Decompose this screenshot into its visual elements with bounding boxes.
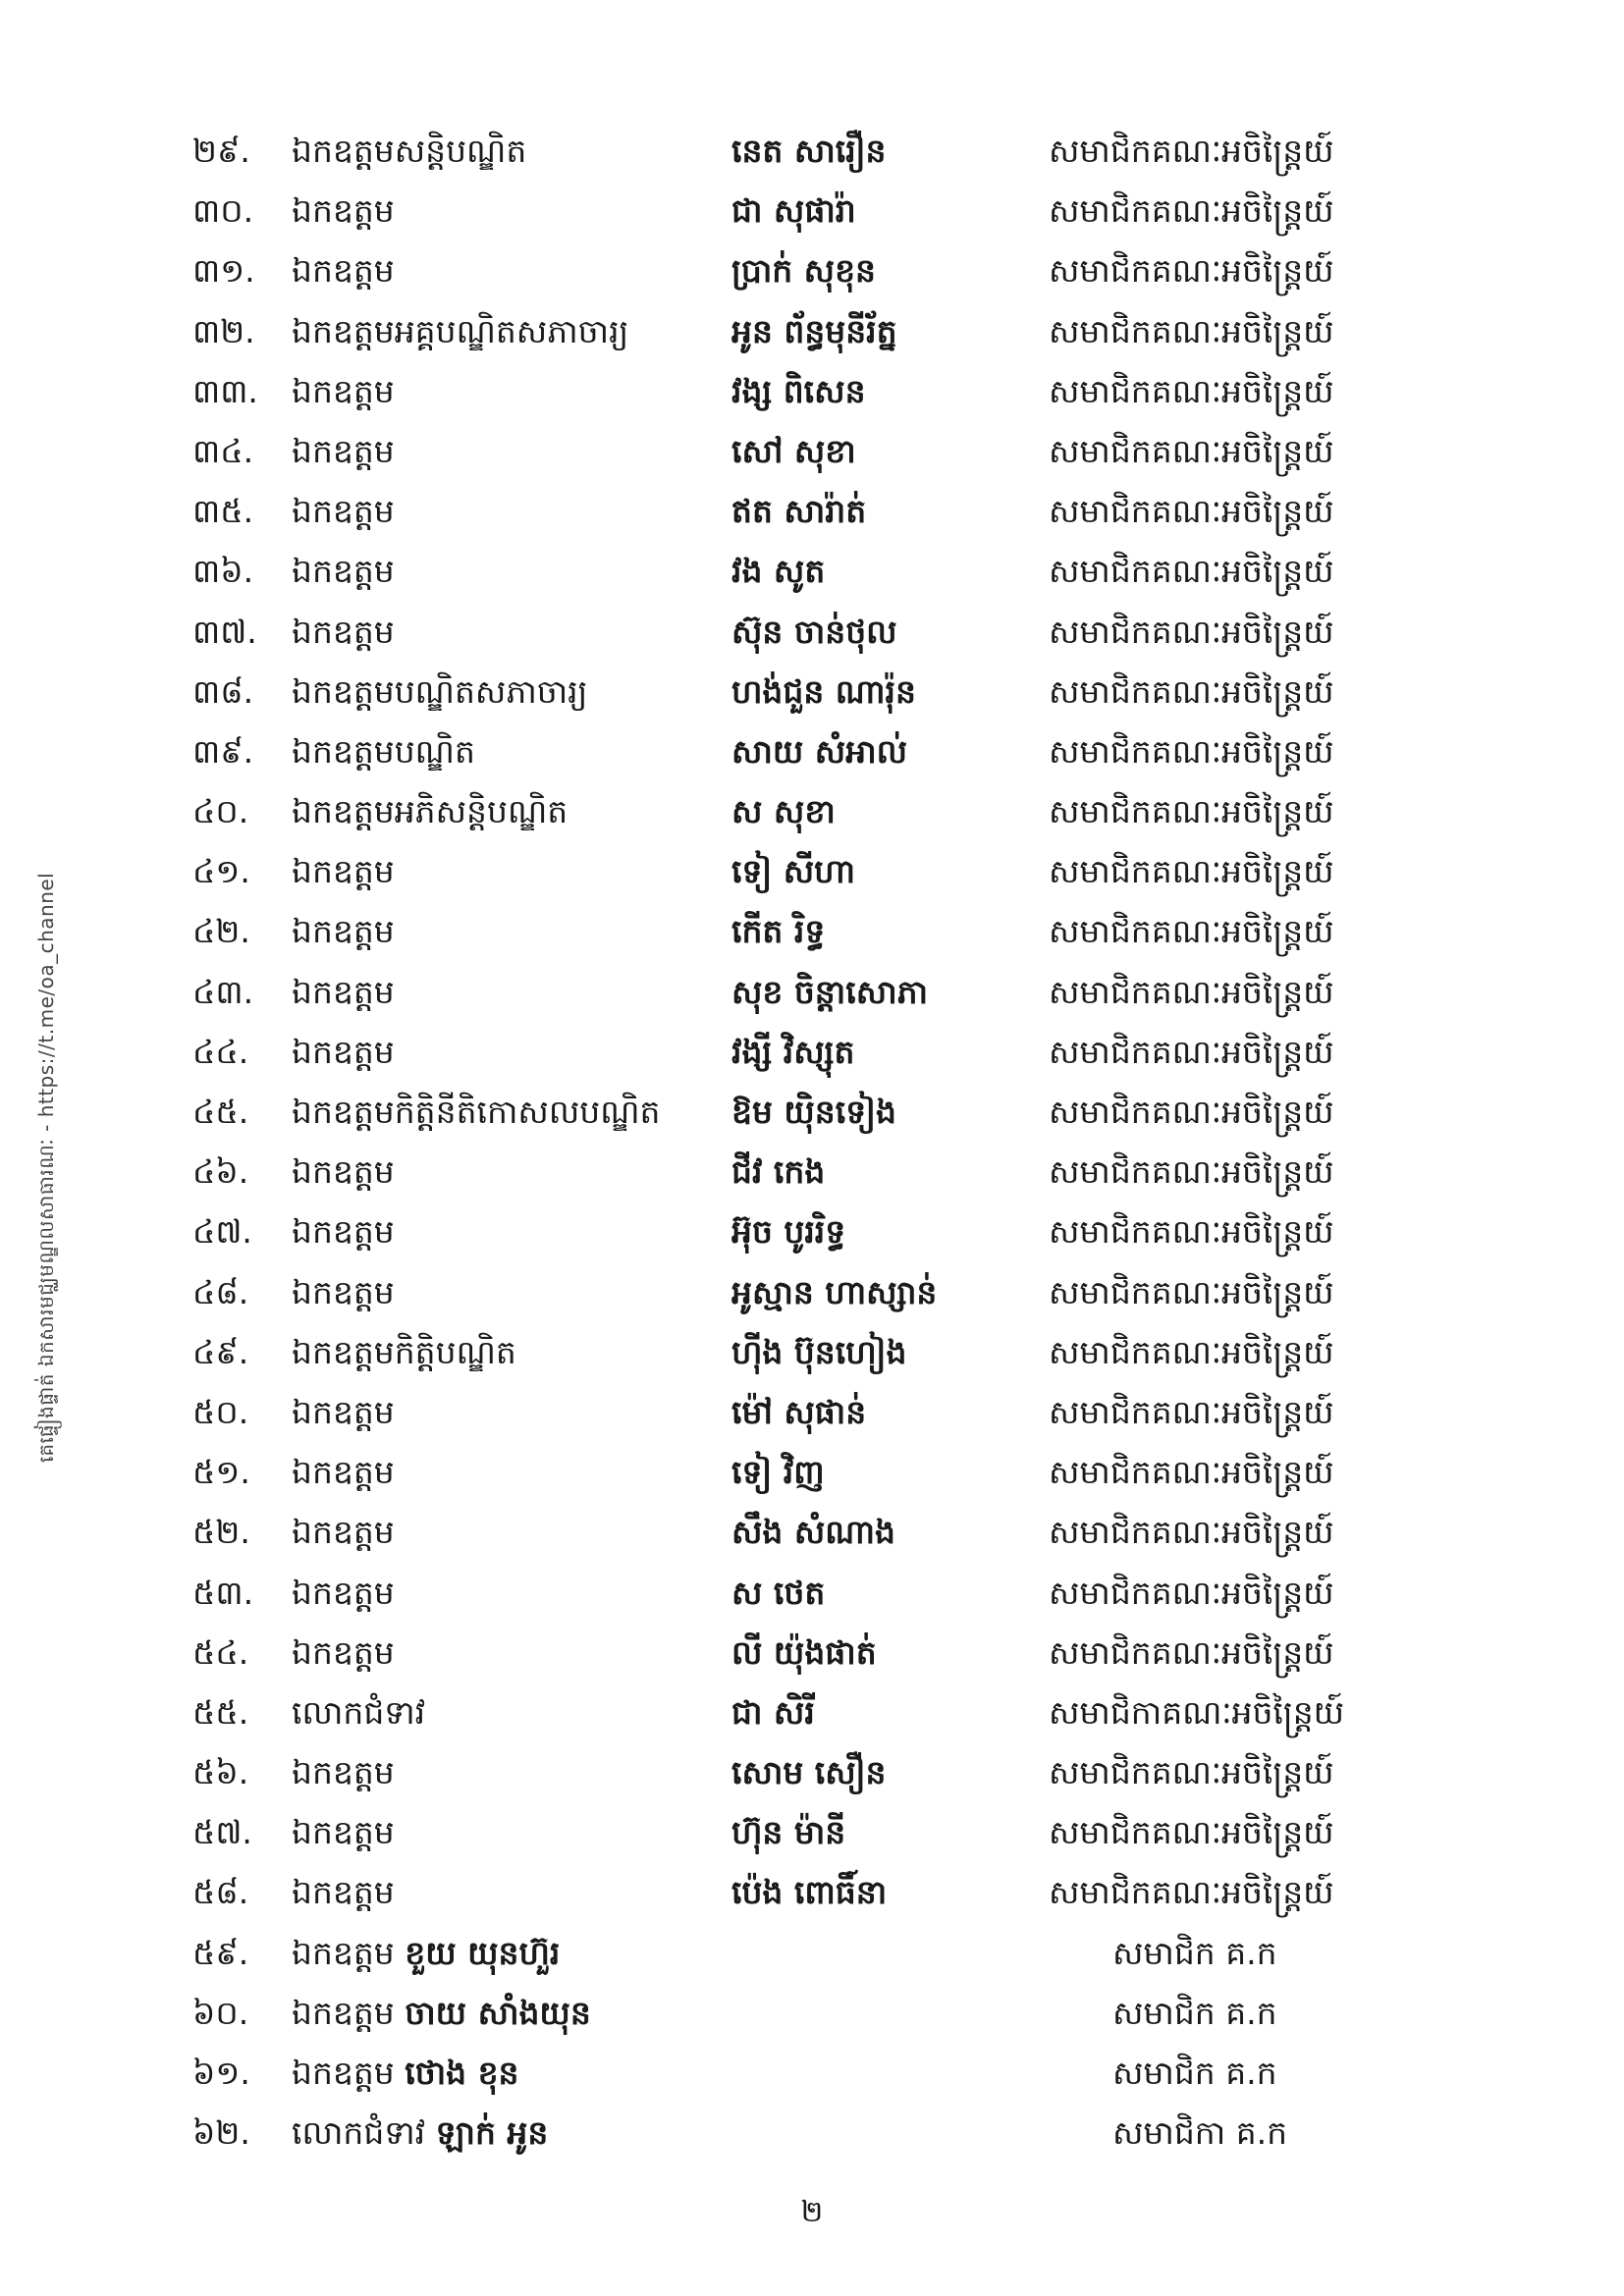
list-item [0, 2043, 1624, 2103]
item-title: លោកជំទាវ [292, 1692, 426, 1732]
item-number: ៣៣. [192, 371, 258, 410]
list-item [0, 781, 1624, 841]
item-role: សមាជិកគណៈអចិន្ត្រៃយ៍ [1049, 1332, 1334, 1371]
item-role: សមាជិកគណៈអចិន្ត្រៃយ៍ [1049, 132, 1334, 170]
item-role: សមាជិកគណៈអចិន្ត្រៃយ៍ [1049, 1453, 1334, 1492]
list-item [0, 1142, 1624, 1201]
item-title: ឯកឧត្តម [292, 191, 395, 231]
item-title: ឯកឧត្តម [292, 1993, 395, 2032]
item-name: វង្ស ពិសេន [731, 371, 866, 410]
list-item [0, 1682, 1624, 1742]
item-title: ឯកឧត្តម [292, 1873, 395, 1912]
member-list [0, 121, 1624, 2163]
item-number: ៤៧. [192, 1212, 252, 1252]
item-role: សមាជិកគណៈអចិន្ត្រៃយ៍ [1049, 1513, 1334, 1552]
item-name: នេត សារឿន [731, 132, 887, 170]
item-name: ស សុខា [731, 792, 836, 831]
item-number: ៣៦. [192, 552, 254, 591]
item-number: ៥៩. [192, 1933, 249, 1972]
item-role: សមាជិកគណៈអចិន្ត្រៃយ៍ [1049, 972, 1334, 1011]
item-number: ៣៧. [192, 612, 257, 651]
list-item [0, 1382, 1624, 1442]
item-role: សមាជិកា គ.ក [1112, 2113, 1288, 2153]
list-item [0, 1201, 1624, 1261]
item-title: ឯកឧត្តម [292, 431, 395, 470]
item-title: ឯកឧត្តម [292, 2054, 395, 2092]
list-item [0, 1322, 1624, 1382]
item-title-with-name [292, 1983, 591, 2043]
item-title: ឯកឧត្តម [292, 1513, 395, 1552]
page-number: ២ [800, 2195, 824, 2229]
item-name: ចាយ សាំងយុន [405, 1993, 591, 2032]
item-title-with-name [292, 2103, 548, 2163]
list-item [0, 1442, 1624, 1502]
item-role: សមាជិកគណៈអចិន្ត្រៃយ៍ [1049, 1632, 1334, 1672]
item-title: ឯកឧត្តមអភិសន្តិបណ្ឌិត [292, 792, 568, 831]
item-role: សមាជិកគណៈអចិន្ត្រៃយ៍ [1049, 492, 1334, 531]
item-number: ៤៦. [192, 1152, 249, 1192]
item-name: សឹង សំណាង [731, 1513, 895, 1552]
item-role: សមាជិកគណៈអចិន្ត្រៃយ៍ [1049, 912, 1334, 951]
item-name: ទៀ សីហា [731, 852, 856, 891]
side-watermark-text: គេផ្ទៀងផ្ទាត់ ឯកសារមជ្ឈមណ្ឌលសាធារណៈ - https://t.me/oa_channel [34, 872, 58, 1463]
item-number: ៦០. [192, 1993, 249, 2032]
item-title: ឯកឧត្តម [292, 1152, 395, 1192]
item-number: ៣៤. [192, 431, 254, 470]
item-name: លី យ៉ុងផាត់ [731, 1632, 877, 1672]
item-name: អ៊ុច បូររិទ្ធ [731, 1212, 846, 1252]
item-title: ឯកឧត្តម [292, 1032, 395, 1071]
item-name: ឥត សារ៉ាត់ [731, 492, 867, 531]
item-role: សមាជិកគណៈអចិន្ត្រៃយ៍ [1049, 1573, 1334, 1612]
item-role: សមាជិកគណៈអចិន្ត្រៃយ៍ [1049, 191, 1334, 231]
item-number: ៤២. [192, 912, 250, 951]
item-title: ឯកឧត្តមអគ្គបណ្ឌិតសភាចារ្យ [292, 311, 629, 350]
item-number: ៤១. [192, 852, 250, 891]
list-item [0, 1923, 1624, 1983]
item-number: ៤៥. [192, 1093, 249, 1131]
item-role: សមាជិកាគណៈអចិន្ត្រៃយ៍ [1049, 1692, 1345, 1732]
item-name: វង្សី វិស្សុត [731, 1032, 855, 1071]
list-item [0, 1862, 1624, 1922]
item-number: ៤៩. [192, 1332, 249, 1371]
item-number: ៥៤. [192, 1632, 249, 1672]
item-name: អូន ព័ន្ធមុនីរ័ត្ន [731, 311, 897, 350]
list-item [0, 421, 1624, 481]
item-number: ៥៧. [192, 1813, 252, 1852]
list-item [0, 662, 1624, 721]
list-item [0, 121, 1624, 181]
item-name: ប្រាក់ សុខុន [731, 251, 877, 291]
list-item [0, 1802, 1624, 1862]
item-name: វង សូត [731, 552, 826, 591]
list-item [0, 901, 1624, 961]
item-role: សមាជិកគណៈអចិន្ត្រៃយ៍ [1049, 371, 1334, 410]
item-title: ឯកឧត្តម [292, 972, 395, 1011]
list-item [0, 1262, 1624, 1322]
item-name: ឱម យ៉ិនទៀង [731, 1093, 896, 1131]
item-role: សមាជិក គ.ក [1112, 1933, 1277, 1972]
list-item [0, 361, 1624, 421]
item-title: ឯកឧត្តម [292, 1212, 395, 1252]
item-name: ជា សុផារ៉ា [731, 191, 856, 231]
item-number: ៥៥. [192, 1692, 249, 1732]
item-number: ៣៨. [192, 671, 254, 711]
item-name: អូស្មាន ហាស្សាន់ [731, 1272, 938, 1311]
item-number: ៣០. [192, 191, 254, 231]
item-title-with-name [292, 2043, 518, 2103]
item-role: សមាជិកគណៈអចិន្ត្រៃយ៍ [1049, 1093, 1334, 1131]
item-title: ឯកឧត្តម [292, 912, 395, 951]
item-role: សមាជិកគណៈអចិន្ត្រៃយ៍ [1049, 1873, 1334, 1912]
item-name: ឡាក់ អូន [435, 2113, 549, 2153]
item-role: សមាជិក គ.ក [1112, 2054, 1277, 2092]
item-title: ឯកឧត្តម [292, 1813, 395, 1852]
item-title: ឯកឧត្តម [292, 1272, 395, 1311]
item-title: ឯកឧត្តម [292, 371, 395, 410]
item-title: ឯកឧត្តម [292, 1632, 395, 1672]
item-title: ឯកឧត្តម [292, 251, 395, 291]
item-number: ៥១. [192, 1453, 250, 1492]
item-name: ខួយ យុនហ៊ួរ [405, 1933, 561, 1972]
item-number: ៥០. [192, 1392, 249, 1431]
list-item [0, 2103, 1624, 2163]
item-role: សមាជិកគណៈអចិន្ត្រៃយ៍ [1049, 612, 1334, 651]
item-role: សមាជិកគណៈអចិន្ត្រៃយ៍ [1049, 1813, 1334, 1852]
item-number: ៣២. [192, 311, 255, 350]
item-title: ឯកឧត្តមបណ្ឌិតសភាចារ្យ [292, 671, 588, 711]
item-name: ហ៊ុន ម៉ានី [731, 1813, 846, 1852]
item-role: សមាជិក គ.ក [1112, 1993, 1277, 2032]
item-title: ឯកឧត្តមកិត្តិនីតិកោសលបណ្ឌិត [292, 1093, 661, 1131]
item-number: ៥២. [192, 1513, 250, 1552]
item-number: ៤៨. [192, 1272, 249, 1311]
item-title: ឯកឧត្តម [292, 492, 395, 531]
item-number: ៣១. [192, 251, 255, 291]
item-name: ហ៊ីង ប៊ុនហៀង [731, 1332, 907, 1371]
list-item [0, 301, 1624, 361]
item-title: ឯកឧត្តមសន្តិបណ្ឌិត [292, 132, 527, 170]
item-name: ជីវ កេង [731, 1152, 826, 1192]
item-role: សមាជិកគណៈអចិន្ត្រៃយ៍ [1049, 251, 1334, 291]
list-item [0, 240, 1624, 300]
item-name: ស៊ុន ចាន់ថុល [731, 612, 897, 651]
item-name: កើត រិទ្ធ [731, 912, 826, 951]
item-role: សមាជិកគណៈអចិន្ត្រៃយ៍ [1049, 311, 1334, 350]
list-item [0, 602, 1624, 662]
item-number: ២៩. [192, 132, 250, 170]
item-name: សៅ សុខា [731, 431, 856, 470]
list-item [0, 962, 1624, 1022]
item-role: សមាជិកគណៈអចិន្ត្រៃយ៍ [1049, 1392, 1334, 1431]
list-item [0, 1742, 1624, 1802]
list-item [0, 181, 1624, 240]
list-item [0, 1983, 1624, 2043]
item-name: សោម សឿន [731, 1753, 887, 1792]
item-name: ថោង ខុន [405, 2054, 519, 2092]
item-name: សុខ ចិន្តាសោភា [731, 972, 929, 1011]
list-item [0, 1502, 1624, 1562]
item-name: ទៀ វិញ [731, 1453, 825, 1492]
item-role: សមាជិកគណៈអចិន្ត្រៃយ៍ [1049, 852, 1334, 891]
item-title: ឯកឧត្តម [292, 1933, 395, 1972]
item-number: ៤៣. [192, 972, 254, 1011]
item-name: ជា សិរី [731, 1692, 815, 1732]
item-number: ៣៩. [192, 731, 254, 771]
list-item [0, 1563, 1624, 1623]
item-number: ៤៤. [192, 1032, 249, 1071]
item-name: ស ថេត [731, 1573, 826, 1612]
item-name: ប៉េង ពោធិ៍នា [731, 1873, 888, 1912]
item-title: ឯកឧត្តម [292, 852, 395, 891]
item-role: សមាជិកគណៈអចិន្ត្រៃយ៍ [1049, 671, 1334, 711]
item-number: ៥៨. [192, 1873, 249, 1912]
item-title: ឯកឧត្តម [292, 552, 395, 591]
item-title: ឯកឧត្តម [292, 1453, 395, 1492]
item-title: ឯកឧត្តម [292, 1753, 395, 1792]
item-name: សាយ សំអាល់ [731, 731, 908, 771]
item-role: សមាជិកគណៈអចិន្ត្រៃយ៍ [1049, 1753, 1334, 1792]
item-number: ៥៦. [192, 1753, 249, 1792]
item-role: សមាជិកគណៈអចិន្ត្រៃយ៍ [1049, 431, 1334, 470]
item-number: ៥៣. [192, 1573, 254, 1612]
item-role: សមាជិកគណៈអចិន្ត្រៃយ៍ [1049, 1272, 1334, 1311]
item-title: លោកជំទាវ [292, 2113, 426, 2153]
item-role: សមាជិកគណៈអចិន្ត្រៃយ៍ [1049, 1212, 1334, 1252]
item-role: សមាជិកគណៈអចិន្ត្រៃយ៍ [1049, 552, 1334, 591]
list-item [0, 721, 1624, 781]
item-number: ៣៥. [192, 492, 254, 531]
item-title: ឯកឧត្តមបណ្ឌិត [292, 731, 475, 771]
list-item [0, 481, 1624, 541]
item-number: ៦១. [192, 2054, 250, 2092]
list-item [0, 541, 1624, 601]
item-title: ឯកឧត្តមកិត្តិបណ្ឌិត [292, 1332, 516, 1371]
item-role: សមាជិកគណៈអចិន្ត្រៃយ៍ [1049, 792, 1334, 831]
item-title-with-name [292, 1923, 560, 1983]
item-number: ៦២. [192, 2113, 250, 2153]
item-title: ឯកឧត្តម [292, 1573, 395, 1612]
item-title: ឯកឧត្តម [292, 612, 395, 651]
item-number: ៤០. [192, 792, 249, 831]
item-role: សមាជិកគណៈអចិន្ត្រៃយ៍ [1049, 1152, 1334, 1192]
item-role: សមាជិកគណៈអចិន្ត្រៃយ៍ [1049, 731, 1334, 771]
list-item [0, 841, 1624, 901]
list-item [0, 1082, 1624, 1142]
item-name: ម៉ៅ សុផាន់ [731, 1392, 867, 1431]
list-item [0, 1623, 1624, 1682]
item-name: ហង់ជួន ណារ៉ុន [731, 671, 916, 711]
item-role: សមាជិកគណៈអចិន្ត្រៃយ៍ [1049, 1032, 1334, 1071]
list-item [0, 1022, 1624, 1082]
item-title: ឯកឧត្តម [292, 1392, 395, 1431]
